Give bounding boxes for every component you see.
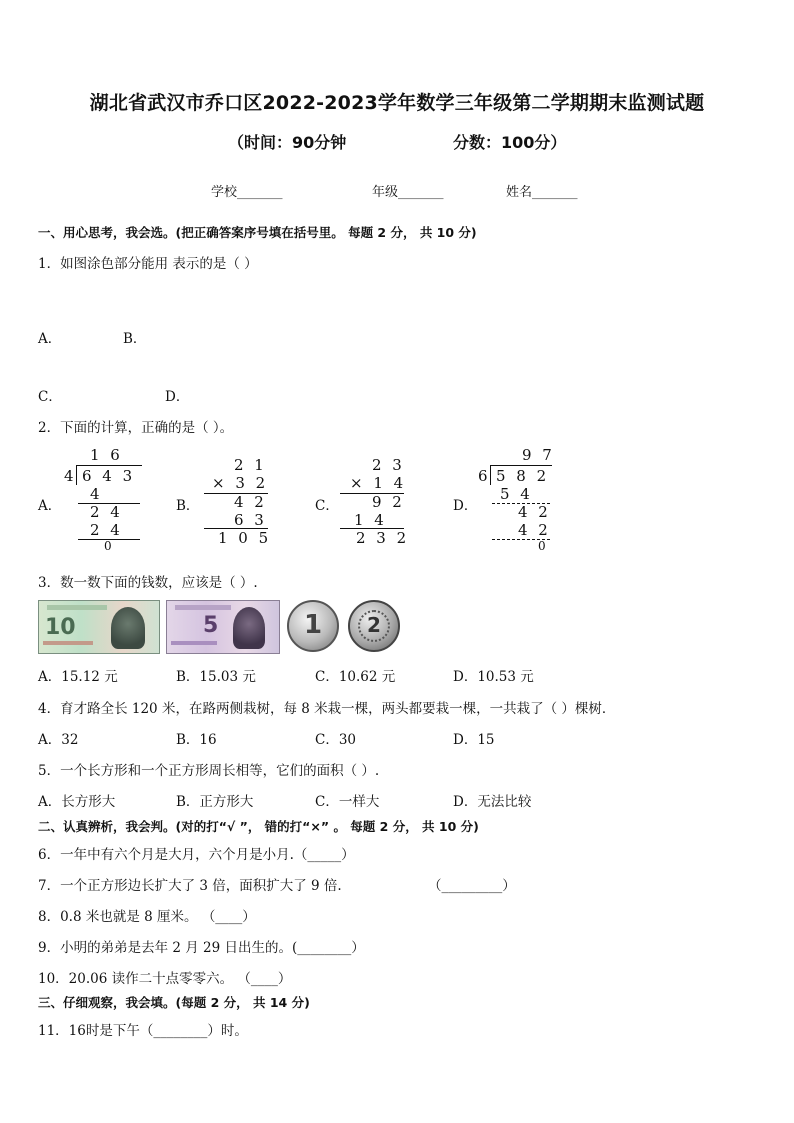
q5-option-d: D．无法比较 [453, 794, 532, 810]
calc-c-row-3: 9 2 [372, 493, 405, 511]
calc-c-row-1: 2 3 [372, 456, 405, 474]
calc-b-row-5: 1 0 5 [218, 529, 272, 547]
calc-b-multiplication [204, 456, 274, 556]
calc-d-step-2: 4 2 [518, 503, 551, 521]
calc-d-quotient: 9 7 [522, 446, 555, 464]
calc-d-remainder: 0 [538, 539, 549, 553]
q3-option-a: A．15.12 元 [38, 669, 118, 685]
q2-option-c: C． [315, 498, 339, 514]
question-4: 4．育才路全长 120 米，在路两侧栽树，每 8 米栽一棵，两头都要栽一棵，一共栽了（ ）棵树． [38, 701, 616, 717]
q4-option-d: D．15 [453, 732, 495, 748]
calc-d-step-1: 5 4 [500, 485, 533, 503]
q5-option-c: C．一样大 [315, 794, 380, 810]
calc-a-step-1: 4 [90, 485, 103, 503]
calc-b-row-3: 4 2 [234, 493, 267, 511]
question-10: 10．20.06 读作二十点零零六。 （____） [38, 971, 292, 987]
q2-option-b: B． [176, 498, 200, 514]
question-9: 9．小明的弟弟是去年 2 月 29 日出生的。(________） [38, 940, 365, 956]
question-1: 1．如图涂色部分能用 表示的是（ ） [38, 256, 258, 272]
calc-c-multiplication [340, 456, 410, 556]
name-field: 姓名_______ [506, 185, 578, 200]
q3-option-b: B．15.03 元 [176, 669, 256, 685]
question-7-answer-blank: （_________） [428, 878, 516, 894]
calc-c-row-4: 1 4 [354, 511, 387, 529]
calc-b-row-2: × 3 2 [212, 474, 269, 492]
question-3: 3．数一数下面的钱数，应该是（ ）. [38, 575, 258, 591]
question-11: 11．16时是下午（________）时。 [38, 1023, 248, 1039]
calc-d-bracket-top [490, 465, 552, 466]
q1-option-a: A． [38, 331, 62, 347]
calc-c-row-5: 2 3 2 [356, 529, 410, 547]
calc-a-bracket-top [76, 465, 142, 466]
q2-option-d: D． [453, 498, 478, 514]
banknote-5-value: 5 [203, 613, 219, 638]
calc-a-step-2: 2 4 [90, 503, 123, 521]
q3-option-c: C．10.62 元 [315, 669, 396, 685]
question-6: 6．一年中有六个月是大月，六个月是小月.（_____） [38, 847, 355, 863]
banknote-5-image [166, 600, 280, 654]
q1-option-d: D． [165, 389, 190, 405]
banknote-10-value: 10 [45, 615, 76, 640]
coin-2-image [348, 600, 400, 652]
calc-a-remainder: 0 [104, 539, 115, 553]
question-2: 2．下面的计算，正确的是（ ）。 [38, 420, 234, 436]
question-5: 5．一个长方形和一个正方形周长相等，它们的面积（ ）. [38, 763, 380, 779]
calc-a-long-division [64, 446, 144, 556]
section-2-heading: 二、认真辨析，我会判。(对的打“√ ”， 错的打“×” 。 每题 2 分， 共 10 分) [38, 819, 479, 834]
calc-d-long-division [478, 446, 558, 556]
q5-option-a: A．长方形大 [38, 794, 116, 810]
exam-score: 分数：100分） [453, 133, 567, 152]
calc-d-dividend: 5 8 2 [496, 467, 550, 485]
grade-field: 年级_______ [372, 185, 444, 200]
calc-c-row-2: × 1 4 [350, 474, 407, 492]
q4-option-c: C．30 [315, 732, 357, 748]
section-3-heading: 三、仔细观察，我会填。(每题 2 分， 共 14 分) [38, 995, 310, 1010]
school-field: 学校_______ [211, 185, 283, 200]
q2-option-a: A． [38, 498, 62, 514]
q1-option-c: C． [38, 389, 62, 405]
question-8: 8．0.8 米也就是 8 厘米。 （____） [38, 909, 256, 925]
coin-1-value: 1 [303, 610, 323, 640]
calc-d-step-3: 4 2 [518, 521, 551, 539]
q4-option-a: A．32 [38, 732, 79, 748]
q1-option-b: B． [123, 331, 147, 347]
calc-a-divisor: 4 [64, 467, 77, 485]
calc-b-row-1: 2 1 [234, 456, 267, 474]
exam-time: （时间：90分钟 [228, 133, 347, 152]
question-7: 7．一个正方形边长扩大了 3 倍，面积扩大了 9 倍. [38, 878, 342, 894]
q4-option-b: B．16 [176, 732, 217, 748]
coin-1-image [287, 600, 339, 652]
coin-2-value: 2 [367, 613, 381, 637]
banknote-10-image [38, 600, 160, 654]
calc-a-dividend: 6 4 3 [82, 467, 136, 485]
calc-a-step-3: 2 4 [90, 521, 123, 539]
page-title: 湖北省武汉市乔口区2022-2023学年数学三年级第二学期期末监测试题 [89, 92, 705, 114]
calc-d-divisor: 6 [478, 467, 491, 485]
calc-b-row-4: 6 3 [234, 511, 267, 529]
q5-option-b: B．正方形大 [176, 794, 254, 810]
q3-option-d: D．10.53 元 [453, 669, 534, 685]
section-1-heading: 一、用心思考，我会选。(把正确答案序号填在括号里。 每题 2 分， 共 10 分) [38, 225, 477, 240]
calc-a-quotient: 1 6 [90, 446, 123, 464]
